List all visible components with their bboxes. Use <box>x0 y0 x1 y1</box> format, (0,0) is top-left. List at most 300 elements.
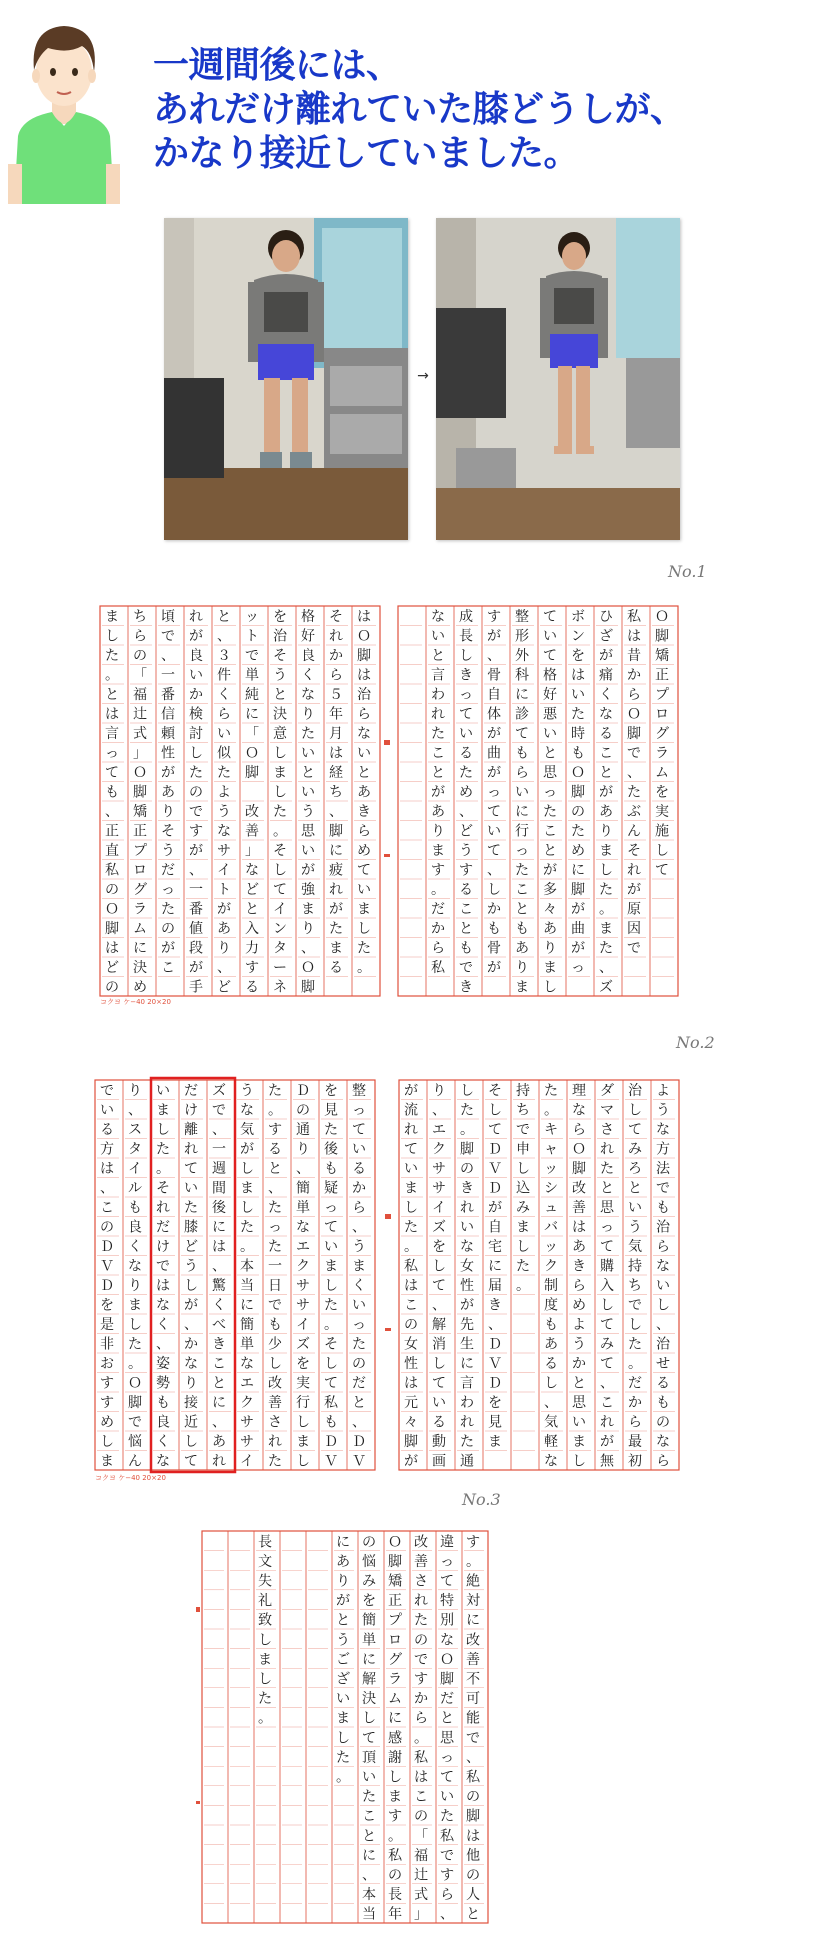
manuscript-char: 無 <box>599 1453 615 1470</box>
manuscript-char: 良 <box>300 648 316 665</box>
manuscript-char: ズ <box>211 1083 227 1100</box>
manuscript-char: っ <box>458 687 474 704</box>
manuscript-char: サ <box>295 1297 311 1314</box>
manuscript-char: Ｄ <box>487 1141 503 1158</box>
manuscript-char: 整 <box>514 609 530 626</box>
manuscript-char: っ <box>267 1219 283 1236</box>
manuscript-char: 矯 <box>654 648 670 665</box>
manuscript-char: 痛 <box>598 667 614 684</box>
manuscript-char: 人 <box>465 1887 481 1904</box>
manuscript-char: け <box>183 1102 199 1119</box>
manuscript-char: す <box>267 1122 283 1139</box>
manuscript-char: い <box>542 726 558 743</box>
manuscript-char: い <box>300 745 316 762</box>
manuscript-char: 私 <box>104 862 120 879</box>
manuscript-char: も <box>514 745 530 762</box>
manuscript-char: 決 <box>132 960 148 977</box>
manuscript-char: れ <box>267 1434 283 1451</box>
manuscript-char: い <box>351 1297 367 1314</box>
manuscript-char: が <box>626 882 642 899</box>
manuscript-char: 。 <box>335 1769 351 1786</box>
manuscript-char: 最 <box>627 1434 643 1451</box>
manuscript-char: こ <box>458 901 474 918</box>
manuscript-char: 頼 <box>160 726 176 743</box>
manuscript-char: 制 <box>543 1278 559 1295</box>
manuscript-char: と <box>430 765 446 782</box>
manuscript-char: 、 <box>439 1906 455 1923</box>
manuscript-char: れ <box>183 1141 199 1158</box>
manuscript-char: い <box>188 667 204 684</box>
manuscript-char: た <box>300 726 316 743</box>
manuscript-column <box>599 609 613 995</box>
manuscript-char: っ <box>104 745 120 762</box>
manuscript-char: が <box>300 862 316 879</box>
manuscript-char: 、 <box>486 648 502 665</box>
manuscript-char: く <box>155 1434 171 1451</box>
manuscript-char: イ <box>239 1453 255 1470</box>
manuscript-char: 悩 <box>127 1434 143 1451</box>
manuscript-char: お <box>99 1356 115 1373</box>
manuscript-char: あ <box>216 921 232 938</box>
manuscript-char: た <box>515 1258 531 1275</box>
manuscript-char: だ <box>439 1691 455 1708</box>
manuscript-char: 女 <box>459 1258 475 1275</box>
manuscript-char: ま <box>104 609 120 626</box>
manuscript-char: 良 <box>188 648 204 665</box>
manuscript-char: 月 <box>328 726 344 743</box>
manuscript-char: し <box>272 862 288 879</box>
manuscript-char: も <box>323 1414 339 1431</box>
manuscript-char: は <box>626 628 642 645</box>
manuscript-char: ま <box>514 979 530 996</box>
manuscript-char: 脚 <box>570 784 586 801</box>
manuscript-char: の <box>160 921 176 938</box>
manuscript-char: 科 <box>514 667 530 684</box>
manuscript-char: て <box>104 765 120 782</box>
manuscript-char: 思 <box>571 1395 587 1412</box>
manuscript-column <box>404 1083 419 1470</box>
manuscript-char: を <box>323 1083 339 1100</box>
manuscript-char: と <box>300 765 316 782</box>
manuscript-char: 是 <box>99 1317 115 1334</box>
manuscript-char: 。 <box>323 1317 339 1334</box>
manuscript-char: 。 <box>387 1828 403 1845</box>
manuscript-char: し <box>335 1730 351 1747</box>
manuscript-char: 、 <box>599 1375 615 1392</box>
manuscript-char: 消 <box>431 1336 447 1353</box>
manuscript-char: ダ <box>599 1083 615 1100</box>
manuscript-char: う <box>571 1336 587 1353</box>
manuscript-char: エ <box>295 1239 311 1256</box>
manuscript-char: に <box>465 1612 481 1629</box>
manuscript-char: も <box>655 1395 671 1412</box>
manuscript-column <box>240 1083 254 1470</box>
manuscript-char: が <box>335 1593 351 1610</box>
manuscript-char: が <box>542 862 558 879</box>
manuscript-char: れ <box>211 1453 227 1470</box>
manuscript-char: で <box>439 1847 455 1864</box>
manuscript-char: タ <box>127 1141 143 1158</box>
manuscript-char: よ <box>571 1317 587 1334</box>
manuscript-char: こ <box>160 960 176 977</box>
manuscript-char: と <box>598 765 614 782</box>
manuscript-char: べ <box>211 1317 227 1334</box>
manuscript-char: を <box>272 609 288 626</box>
manuscript-char: に <box>514 687 530 704</box>
manuscript-char: Ｄ <box>295 1083 311 1100</box>
manuscript-char: 他 <box>465 1847 481 1864</box>
manuscript-char: 私 <box>387 1847 403 1864</box>
manuscript-char: ざ <box>598 628 614 645</box>
manuscript-char: け <box>155 1239 171 1256</box>
manuscript-char: ま <box>430 843 446 860</box>
manuscript-char: 生 <box>459 1336 475 1353</box>
manuscript-char: て <box>183 1161 199 1178</box>
manuscript-char: が <box>486 628 502 645</box>
manuscript-char: ら <box>430 940 446 957</box>
manuscript-char: み <box>515 1200 531 1217</box>
manuscript-char: 、 <box>188 862 204 879</box>
manuscript-char: 宅 <box>487 1239 503 1256</box>
manuscript-char: し <box>239 1161 255 1178</box>
manuscript-column <box>572 1083 587 1470</box>
manuscript-char: 解 <box>361 1671 377 1688</box>
manuscript-char: で <box>244 648 260 665</box>
manuscript-char: い <box>335 1691 351 1708</box>
manuscript-char: く <box>300 667 316 684</box>
manuscript-char: ろ <box>627 1161 643 1178</box>
manuscript-char: ま <box>300 901 316 918</box>
manuscript-char: ま <box>99 1453 115 1470</box>
manuscript-char: 原 <box>626 901 642 918</box>
manuscript-char: 謝 <box>387 1749 403 1766</box>
manuscript-column <box>440 1534 455 1922</box>
manuscript-char: ン <box>272 921 288 938</box>
manuscript-char: あ <box>335 1553 351 1570</box>
manuscript-char: 、 <box>155 1336 171 1353</box>
manuscript-char: ッ <box>543 1239 559 1256</box>
manuscript-char: た <box>104 648 120 665</box>
manuscript-char: し <box>295 1414 311 1431</box>
manuscript-column <box>296 1083 310 1470</box>
manuscript-char: ど <box>458 823 474 840</box>
manuscript-char: な <box>127 1258 143 1275</box>
manuscript-char: ャ <box>543 1141 559 1158</box>
manuscript-char: 性 <box>403 1356 419 1373</box>
manuscript-char: 、 <box>211 1414 227 1431</box>
manuscript-char: て <box>431 1278 447 1295</box>
manuscript-char: た <box>598 882 614 899</box>
manuscript-char: に <box>361 1847 377 1864</box>
manuscript-char: 。 <box>155 1161 171 1178</box>
manuscript-char: 見 <box>323 1102 339 1119</box>
manuscript-char: ら <box>571 1122 587 1139</box>
manuscript-char: 、 <box>104 804 120 821</box>
manuscript-char: し <box>431 1356 447 1373</box>
manuscript-char: で <box>188 804 204 821</box>
manuscript-char: が <box>188 628 204 645</box>
manuscript-char: の <box>413 1632 429 1649</box>
manuscript-char: で <box>413 1651 429 1668</box>
manuscript-char: 気 <box>239 1122 255 1139</box>
manuscript-char: 善 <box>244 823 260 840</box>
manuscript-char: し <box>239 1200 255 1217</box>
manuscript-char: る <box>99 1122 115 1139</box>
manuscript-char: し <box>598 862 614 879</box>
manuscript-char: な <box>300 687 316 704</box>
manuscript-char: 矯 <box>387 1573 403 1590</box>
manuscript-char: 簡 <box>295 1180 311 1197</box>
manuscript-char: だ <box>183 1083 199 1100</box>
manuscript-char: た <box>267 1083 283 1100</box>
manuscript-char: 動 <box>431 1434 447 1451</box>
manuscript-char: れ <box>459 1414 475 1431</box>
manuscript-char: い <box>486 823 502 840</box>
manuscript-char: 週 <box>211 1161 227 1178</box>
manuscript-char: て <box>439 1769 455 1786</box>
manuscript-char: か <box>188 687 204 704</box>
manuscript-char: 対 <box>465 1593 481 1610</box>
manuscript-char: れ <box>413 1593 429 1610</box>
manuscript-char: イ <box>295 1317 311 1334</box>
manuscript-char: Ｏ <box>654 609 670 626</box>
manuscript-char: 持 <box>627 1258 643 1275</box>
manuscript-char: 、 <box>486 862 502 879</box>
manuscript-char: 改 <box>465 1632 481 1649</box>
manuscript-char: マ <box>599 1102 615 1119</box>
manuscript-char: 流 <box>403 1102 419 1119</box>
manuscript-char: り <box>431 1083 447 1100</box>
manuscript-char: ボ <box>570 609 586 626</box>
manuscript-char: 間 <box>211 1180 227 1197</box>
manuscript-char: 矯 <box>132 804 148 821</box>
manuscript-char: サ <box>239 1434 255 1451</box>
manuscript-char: Ｄ <box>99 1278 115 1295</box>
manuscript-char: と <box>267 1161 283 1178</box>
manuscript-char: 曲 <box>486 745 502 762</box>
manuscript-column <box>571 609 585 976</box>
manuscript-char: て <box>431 1375 447 1392</box>
manuscript-char: し <box>515 1161 531 1178</box>
manuscript-char: き <box>458 667 474 684</box>
manuscript-char: た <box>439 1808 455 1825</box>
manuscript-char: ま <box>155 1102 171 1119</box>
manuscript-char: ら <box>571 1278 587 1295</box>
manuscript-char: ま <box>403 1180 419 1197</box>
manuscript-char: も <box>655 1200 671 1217</box>
manuscript-char: き <box>571 1258 587 1275</box>
manuscript-char: い <box>356 882 372 899</box>
manuscript-char: い <box>570 687 586 704</box>
manuscript-char: 単 <box>244 667 260 684</box>
manuscript-char: こ <box>598 745 614 762</box>
manuscript-char: う <box>458 843 474 860</box>
manuscript-char: 致 <box>257 1612 273 1629</box>
manuscript-column <box>656 1083 671 1470</box>
manuscript-char: れ <box>403 1122 419 1139</box>
manuscript-char: た <box>514 862 530 879</box>
manuscript-char: が <box>328 901 344 918</box>
manuscript-char: に <box>570 862 586 879</box>
manuscript-char: た <box>598 940 614 957</box>
manuscript-char: い <box>351 1141 367 1158</box>
manuscript-char: こ <box>542 823 558 840</box>
manuscript-char: 脚 <box>387 1553 403 1570</box>
manuscript-char: 。 <box>272 823 288 840</box>
manuscript-char: 頂 <box>361 1749 377 1766</box>
manuscript-page-1 <box>98 596 688 1008</box>
manuscript-char: 意 <box>272 726 288 743</box>
manuscript-char: り <box>300 706 316 723</box>
manuscript-char: ュ <box>543 1200 559 1217</box>
manuscript-char: を <box>431 1239 447 1256</box>
manuscript-char: 善 <box>465 1651 481 1668</box>
manuscript-char: 自 <box>486 687 502 704</box>
manuscript-char: 脚 <box>356 648 372 665</box>
manuscript-char: バ <box>543 1219 559 1236</box>
manuscript-char: が <box>430 784 446 801</box>
manuscript-char: を <box>487 1395 503 1412</box>
manuscript-char: 単 <box>239 1336 255 1353</box>
manuscript-char: 長 <box>458 628 474 645</box>
manuscript-char: 多 <box>542 882 558 899</box>
arrow-icon: → <box>417 368 429 384</box>
manuscript-char: 」 <box>132 745 148 762</box>
manuscript-char: 入 <box>244 921 260 938</box>
manuscript-char: も <box>514 921 530 938</box>
manuscript-char: 可 <box>465 1691 481 1708</box>
manuscript-char: 辻 <box>132 706 148 723</box>
manuscript-char: す <box>458 862 474 879</box>
manuscript-char: も <box>458 940 474 957</box>
manuscript-char: サ <box>431 1180 447 1197</box>
manuscript-char: い <box>155 1083 171 1100</box>
manuscript-char: ら <box>514 765 530 782</box>
manuscript-char: 性 <box>459 1278 475 1295</box>
manuscript-char: 、 <box>328 804 344 821</box>
manuscript-char: 経 <box>328 765 344 782</box>
manuscript-char: れ <box>430 706 446 723</box>
manuscript-char: の <box>459 1161 475 1178</box>
manuscript-char: 言 <box>459 1375 475 1392</box>
manuscript-char: こ <box>361 1808 377 1825</box>
manuscript-char: は <box>328 745 344 762</box>
manuscript-char: が <box>486 765 502 782</box>
manuscript-char: な <box>655 1122 671 1139</box>
manuscript-char: 。 <box>403 1239 419 1256</box>
manuscript-char: の <box>188 784 204 801</box>
manuscript-char: イ <box>431 1200 447 1217</box>
manuscript-char: か <box>351 1180 367 1197</box>
manuscript-char: ム <box>654 765 670 782</box>
manuscript-char: が <box>570 901 586 918</box>
manuscript-char: れ <box>459 1200 475 1217</box>
manuscript-char: 方 <box>99 1141 115 1158</box>
manuscript-char: サ <box>239 1414 255 1431</box>
manuscript-char: Ｄ <box>487 1180 503 1197</box>
manuscript-char: 年 <box>328 706 344 723</box>
manuscript-char: た <box>272 804 288 821</box>
manuscript-char: れ <box>599 1141 615 1158</box>
manuscript-char: す <box>244 960 260 977</box>
manuscript-char: 時 <box>570 726 586 743</box>
manuscript-char: の <box>295 1102 311 1119</box>
manuscript-char: も <box>543 1317 559 1334</box>
manuscript-char: た <box>542 804 558 821</box>
manuscript-char: 。 <box>515 1278 531 1295</box>
manuscript-char: っ <box>542 784 558 801</box>
manuscript-char: ひ <box>598 609 614 626</box>
manuscript-char: に <box>335 1534 351 1551</box>
manuscript-char: 通 <box>459 1453 475 1470</box>
manuscript-char: し <box>323 1278 339 1295</box>
manuscript-char: ト <box>216 882 232 899</box>
manuscript-char: あ <box>160 784 176 801</box>
manuscript-char: し <box>155 1122 171 1139</box>
manuscript-char: ロ <box>387 1632 403 1649</box>
manuscript-char: の <box>655 1414 671 1431</box>
manuscript-char: さ <box>267 1414 283 1431</box>
manuscript-char: は <box>403 1375 419 1392</box>
manuscript-char: な <box>598 706 614 723</box>
manuscript-char: て <box>486 843 502 860</box>
manuscript-char: 、 <box>300 940 316 957</box>
manuscript-char: れ <box>328 882 344 899</box>
manuscript-char: 善 <box>267 1395 283 1412</box>
manuscript-char: ど <box>216 979 232 996</box>
manuscript-char: あ <box>571 1239 587 1256</box>
manuscript-char: ロ <box>654 706 670 723</box>
manuscript-char: る <box>328 960 344 977</box>
manuscript-char: う <box>335 1632 351 1649</box>
manuscript-char: な <box>183 1356 199 1373</box>
manuscript-char: っ <box>351 1317 367 1334</box>
manuscript-char: こ <box>599 1395 615 1412</box>
manuscript-char: い <box>430 628 446 645</box>
manuscript-char: う <box>239 1083 255 1100</box>
manuscript-char: と <box>361 1828 377 1845</box>
manuscript-char: ら <box>356 823 372 840</box>
manuscript-char: 行 <box>514 823 530 840</box>
manuscript-char: 、 <box>626 765 642 782</box>
manuscript-char: て <box>356 862 372 879</box>
manuscript-char: あ <box>514 940 530 957</box>
manuscript-char: し <box>599 1297 615 1314</box>
manuscript-char: し <box>627 1102 643 1119</box>
manuscript-char: 々 <box>403 1414 419 1431</box>
manuscript-char: 入 <box>599 1278 615 1295</box>
manuscript-char: は <box>571 1219 587 1236</box>
manuscript-char: れ <box>188 609 204 626</box>
manuscript-char: の <box>403 1317 419 1334</box>
manuscript-char: し <box>571 1453 587 1470</box>
headline-line-3: かなり接近していました。 <box>153 133 580 174</box>
manuscript-char: う <box>627 1219 643 1236</box>
manuscript-char: せ <box>655 1356 671 1373</box>
manuscript-char: り <box>300 921 316 938</box>
manuscript-char: で <box>626 745 642 762</box>
manuscript-char: に <box>211 1395 227 1412</box>
manuscript-char: 少 <box>267 1336 283 1353</box>
manuscript-char: も <box>155 1395 171 1412</box>
manuscript-char: き <box>356 804 372 821</box>
manuscript-char: た <box>361 1789 377 1806</box>
manuscript-char: で <box>627 1297 643 1314</box>
manuscript-char: が <box>598 784 614 801</box>
manuscript-char: 思 <box>300 823 316 840</box>
manuscript-char: て <box>599 1356 615 1373</box>
manuscript-char: ク <box>543 1258 559 1275</box>
